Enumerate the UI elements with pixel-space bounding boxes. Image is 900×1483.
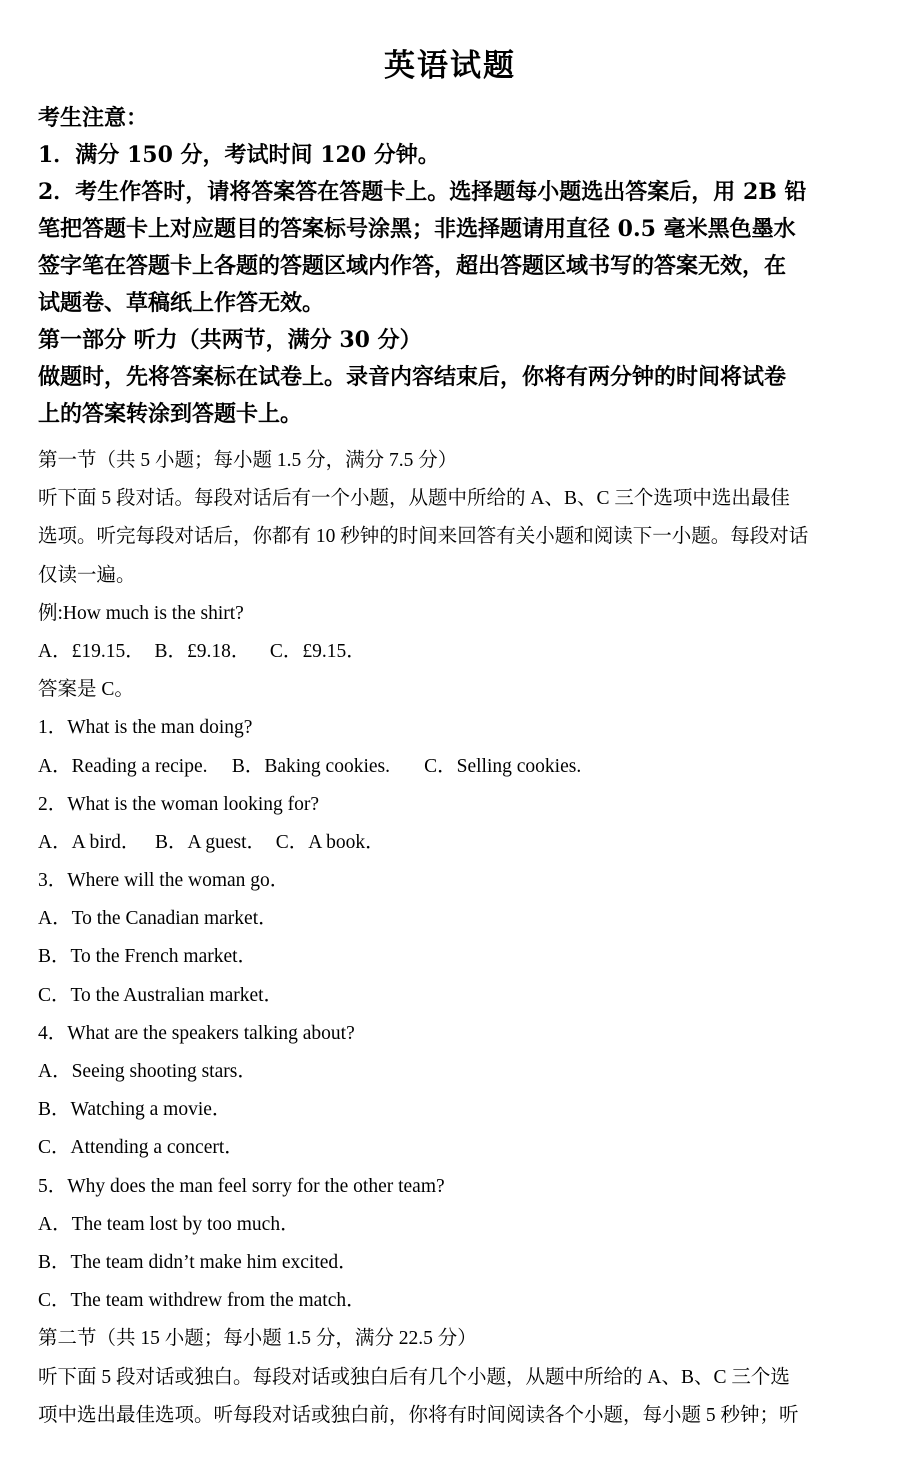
- example-answer: 答案是 C。: [38, 679, 134, 701]
- question-3-option-c: C．To the Australian market．: [38, 984, 284, 1006]
- notice-item-2-line-1: 2．考生作答时，请将答案答在答题卡上。选择题每小题选出答案后，用 2B 铅: [38, 179, 807, 205]
- question-5-option-c: C．The team withdrew from the match．: [38, 1290, 366, 1312]
- exam-notice: [38, 100, 878, 433]
- section1-instruction-line-2: 选项。听完每段对话后，你都有 10 秒钟的时间来回答有关小题和阅读下一小题。每段对话: [38, 526, 809, 548]
- section2-heading: 第二节（共 15 小题；每小题 1.5 分，满分 22.5 分）: [38, 1328, 477, 1350]
- question-3: 3．Where will the woman go．: [38, 870, 290, 892]
- example-options: A．£19.15． B．£9.18． C．£9.15．: [38, 640, 366, 662]
- notice-item-2-line-4: 试题卷、草稿纸上作答无效。: [38, 290, 325, 316]
- section1-instruction-line-3: 仅读一遍。: [38, 564, 136, 586]
- example-question: 例:How much is the shirt?: [38, 602, 244, 624]
- question-4: 4．What are the speakers talking about?: [38, 1022, 355, 1044]
- question-4-option-a: A．Seeing shooting stars．: [38, 1061, 257, 1082]
- notice-heading: 考生注意：: [38, 105, 149, 131]
- question-1: 1．What is the man doing?: [38, 717, 253, 739]
- part1-heading: 第一部分 听力（共两节，满分 30 分）: [38, 327, 422, 353]
- question-2-options: A．A bird． B．A guest． C．A book．: [38, 831, 385, 853]
- section2-instruction-line-1: 听下面 5 段对话或独白。每段对话或独白后有几个小题，从题中所给的 A、B、C 三个选: [38, 1366, 790, 1388]
- section1-instruction-line-1: 听下面 5 段对话。每段对话后有一个小题，从题中所给的 A、B、C 三个选项中选出最佳: [38, 488, 790, 510]
- part1-instruction-line-1: 做题时，先将答案标在试卷上。录音内容结束后，你将有两分钟的时间将试卷: [38, 364, 787, 390]
- question-3-option-b: B．To the French market．: [38, 946, 258, 968]
- question-5-option-a: A．The team lost by too much．: [38, 1213, 300, 1235]
- section2-instruction-line-2: 项中选出最佳选项。听每段对话或独白前，你将有时间阅读各个小题，每小题 5 秒钟；听: [38, 1404, 799, 1426]
- question-4-option-b: B．Watching a movie．: [38, 1099, 232, 1121]
- part1-instruction-line-2: 上的答案转涂到答题卡上。: [38, 401, 303, 427]
- question-4-option-c: C．Attending a concert．: [38, 1137, 244, 1159]
- question-5-option-b: B．The team didn’t make him excited．: [38, 1251, 358, 1273]
- notice-item-1: 1．满分 150 分，考试时间 120 分钟。: [38, 142, 440, 168]
- question-2: 2．What is the woman looking for?: [38, 793, 320, 815]
- listening-section: [38, 442, 883, 1435]
- notice-item-2-line-3: 签字笔在答题卡上各题的答题区域内作答，超出答题区域书写的答案无效，在: [38, 253, 787, 279]
- page-title: 英语试题: [384, 48, 516, 84]
- section1-heading: 第一节（共 5 小题；每小题 1.5 分，满分 7.5 分）: [38, 450, 458, 471]
- notice-item-2-line-2: 笔把答题卡上对应题目的答案标号涂黑；非选择题请用直径 0.5 毫米黑色墨水: [38, 216, 796, 242]
- question-5: 5．Why does the man feel sorry for the other team?: [38, 1175, 445, 1197]
- question-1-options: A．Reading a recipe. B．Baking cookies. C．Selling cookies.: [38, 755, 582, 777]
- question-3-option-a: A．To the Canadian market．: [38, 908, 278, 930]
